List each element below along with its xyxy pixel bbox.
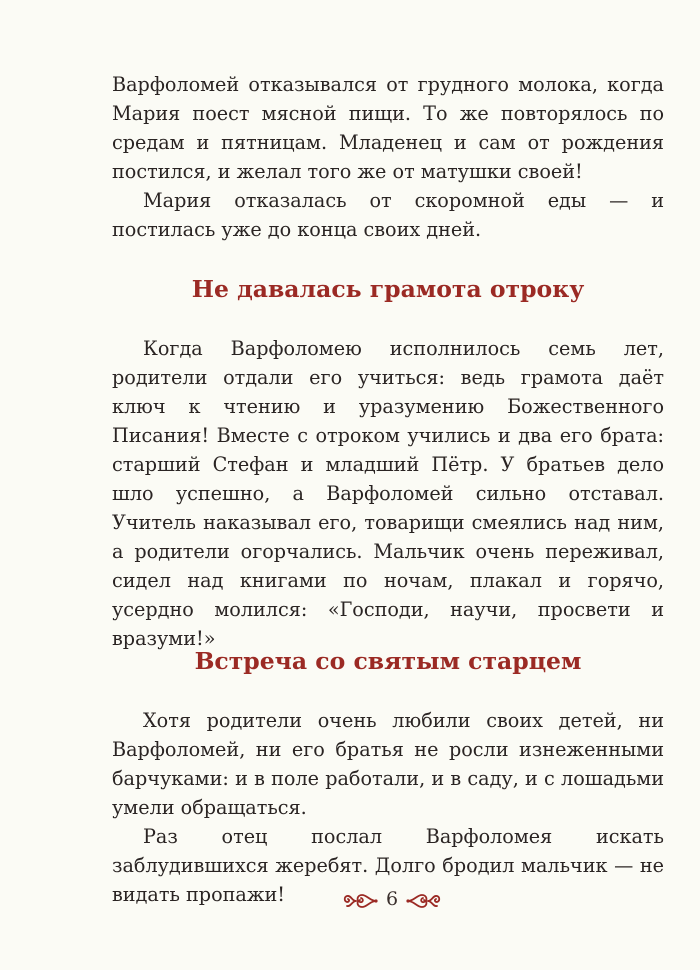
scroll-ornament-icon: [342, 890, 378, 912]
scroll-ornament-icon: [406, 890, 442, 912]
paragraph: Когда Варфоломею исполнилось семь лет, родители отдали его учиться: ведь грамота даёт ключ к чтению и уразумению Божественного Писания! Вместе с отроком учились и два его брата: старший Стефан и младший Пётр. У братьев дело шло успешно, а Варфоломей сильно отставал. Учитель наказывал его, товарищи смеялись над ним, а родители огорчались. Мальчик очень переживал, сидел над книгами по ночам, плакал и горячо, усердно молился: «Господи, научи, просвети и вразуми!»: [112, 337, 664, 650]
section-text: [112, 334, 664, 653]
section-heading: Встреча со святым старцем: [194, 647, 582, 675]
page-footer: [338, 884, 446, 924]
section-heading: Не давалась грамота отроку: [191, 275, 585, 303]
page-number: 6: [385, 888, 399, 910]
paragraph: Варфоломей отказывался от грудного молока, когда Мария поест мясной пищи. То же повторялось по средам и пятницам. Младенец и сам от рождения постился, и желал того же от матушки своей!: [112, 73, 664, 183]
paragraph: Хотя родители очень любили своих детей, ни Варфоломей, ни его братья не росли изнеженными барчуками: и в поле работали, и в саду, и с лошадьми умели обращаться.: [112, 709, 664, 819]
section-text: [112, 706, 664, 909]
paragraph: Раз отец послал Варфоломея искать заблудившихся жеребят. Долго бродил мальчик — не видать пропажи!: [112, 825, 664, 906]
paragraph: Мария отказалась от скоромной еды — и постилась уже до конца своих дней.: [112, 189, 664, 241]
intro-text: [112, 70, 664, 244]
